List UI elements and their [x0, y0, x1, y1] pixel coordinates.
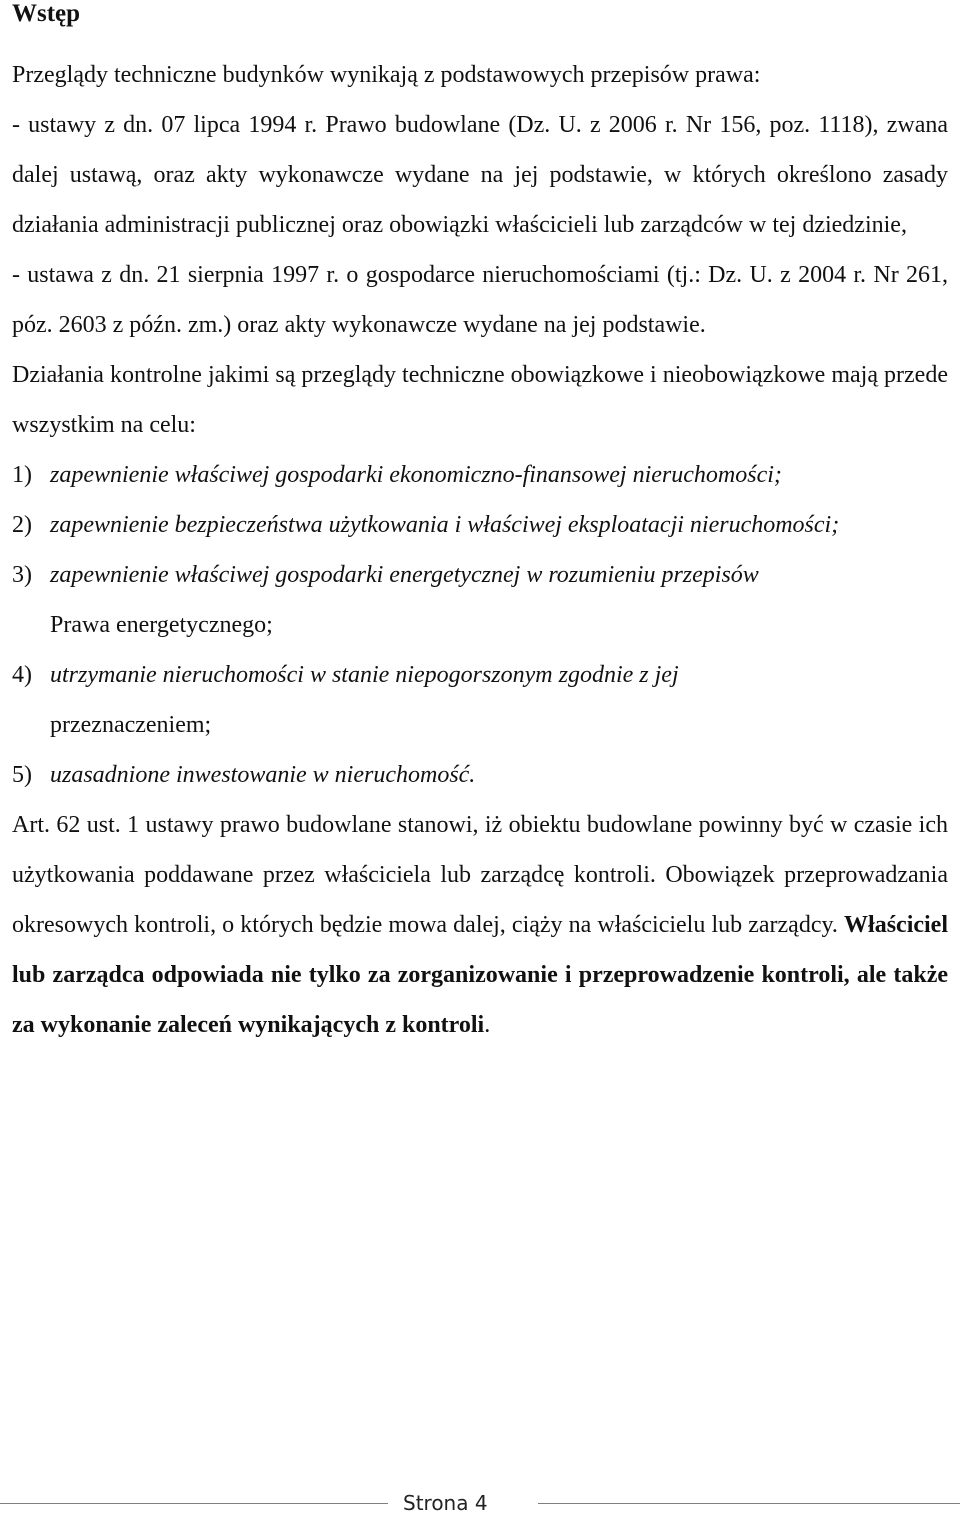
- closing-emphasis: Właściciel lub zarządca odpowiada nie tylko za zorganizowanie i przeprowadzenie kontroli, ale także za wykonanie zaleceń wynikających z kontroli: [12, 912, 948, 1038]
- list-item: [12, 450, 948, 500]
- list-item: [12, 750, 948, 800]
- list-item-text: utrzymanie nieruchomości w stanie niepogorszonym zgodnie z jej: [50, 662, 679, 688]
- list-item-text: zapewnienie bezpieczeństwa użytkowania i właściwej eksploatacji nieruchomości;: [50, 512, 840, 538]
- closing-period: .: [484, 1012, 491, 1038]
- list-item-number: 4): [12, 662, 32, 688]
- list-item-number: 5): [12, 762, 32, 788]
- list-item-tail: Prawa energetycznego;: [50, 612, 273, 638]
- document-page: [12, 0, 948, 1050]
- list-item: [12, 650, 948, 750]
- list-item: [12, 500, 948, 550]
- closing-paragraph: [12, 800, 948, 1050]
- list-item: [12, 550, 948, 650]
- list-item-number: 2): [12, 512, 32, 538]
- page-footer: [0, 1490, 960, 1514]
- list-item-number: 3): [12, 562, 32, 588]
- list-item-number: 1): [12, 462, 32, 488]
- list-item-text: zapewnienie właściwej gospodarki energetycznej w rozumieniu przepisów: [50, 562, 759, 588]
- purpose-intro: Działania kontrolne jakimi są przeglądy techniczne obowiązkowe i nieobowiązkowe mają przede wszystkim na celu:: [12, 362, 948, 438]
- intro-line: Przeglądy techniczne budynków wynikają z podstawowych przepisów prawa:: [12, 62, 761, 88]
- goals-list: [12, 450, 948, 800]
- footer-divider-right: [538, 1503, 960, 1504]
- page-number: Strona 4: [403, 1491, 488, 1515]
- list-item-text: uzasadnione inwestowanie w nieruchomość.: [50, 762, 476, 788]
- law-item-building-act: - ustawy z dn. 07 lipca 1994 r. Prawo budowlane (Dz. U. z 2006 r. Nr 156, poz. 1118), zwana dalej ustawą, oraz akty wykonawcze wydane na jej podstawie, w których określono zasady działania administracji publicznej oraz obowiązki właścicieli lub zarządców w tej dziedzinie,: [12, 112, 948, 238]
- list-item-tail: przeznaczeniem;: [50, 712, 212, 738]
- list-item-text: zapewnienie właściwej gospodarki ekonomiczno-finansowej nieruchomości;: [50, 462, 782, 488]
- footer-divider-left: [0, 1503, 388, 1504]
- closing-text: Art. 62 ust. 1 ustawy prawo budowlane stanowi, iż obiektu budowlane powinny być w czasie ich użytkowania poddawane przez właściciela lub zarządcę kontroli. Obowiązek przeprowadzania okresowych kontroli, o których będzie mowa dalej, ciąży na właścicielu lub zarządcy.: [12, 812, 948, 938]
- law-item-property-act: - ustawa z dn. 21 sierpnia 1997 r. o gospodarce nieruchomościami (tj.: Dz. U. z 2004 r. Nr 261, póz. 2603 z późn. zm.) oraz akty wykonawcze wydane na jej podstawie.: [12, 262, 948, 338]
- section-heading: Wstęp: [12, 0, 81, 27]
